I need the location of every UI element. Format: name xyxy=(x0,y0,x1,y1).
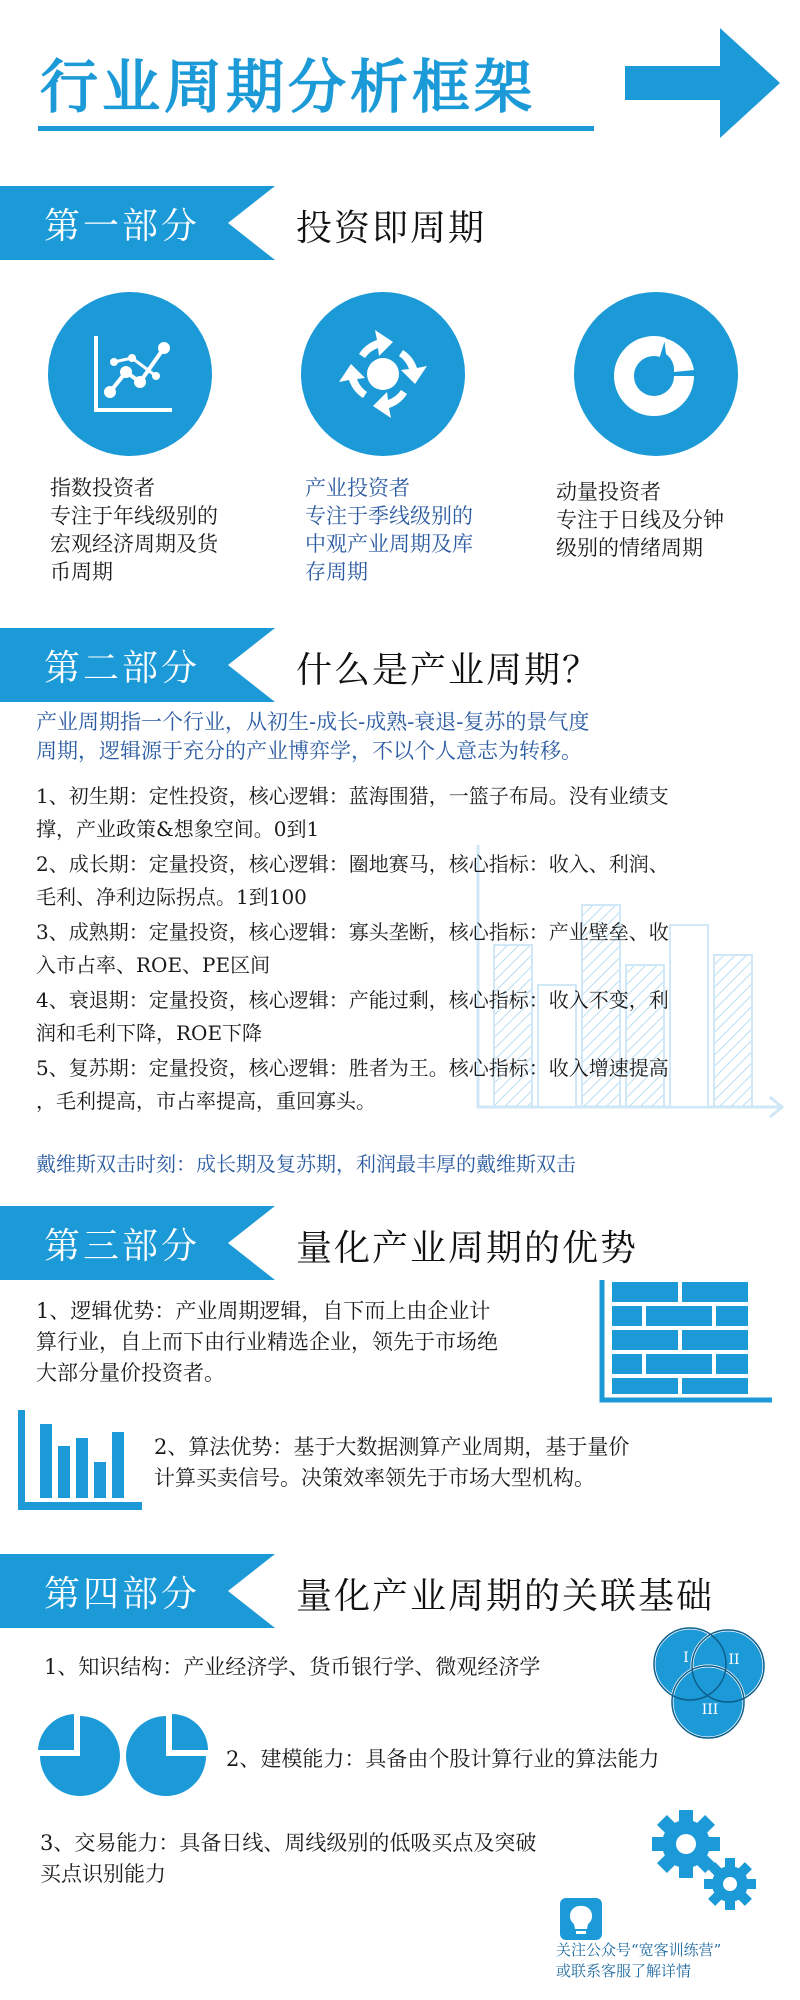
davis-double-click-note: 戴维斯双击时刻：成长期及复苏期，利润最丰厚的戴维斯双击 xyxy=(36,1152,576,1176)
stage-item xyxy=(36,984,756,1050)
stage-line: 4、衰退期：定量投资，核心逻辑：产能过剩，核心指标：收入不变，利 xyxy=(36,988,669,1012)
advantage-line: 1、逻辑优势：产业周期逻辑，自下而上由企业计 xyxy=(36,1299,491,1323)
stage-line: 5、复苏期：定量投资，核心逻辑：胜者为王。核心指标：收入增速提高 xyxy=(36,1056,669,1080)
stage-line: ，毛利提高，市占率提高，重回寡头。 xyxy=(36,1089,376,1113)
gears-icon xyxy=(646,1808,762,1914)
footer-contact xyxy=(556,1940,766,1982)
advantage-line: 大部分量价投资者。 xyxy=(36,1361,225,1385)
stage-item xyxy=(36,916,756,982)
investor-line: 指数投资者 xyxy=(50,476,155,500)
brick-wall-icon xyxy=(594,1276,774,1408)
investor-line: 专注于年线级别的 xyxy=(50,504,218,528)
section-title: 量化产业周期的关联基础 xyxy=(296,1576,715,1617)
section-title: 量化产业周期的优势 xyxy=(296,1228,639,1269)
section-banner-label: 第一部分 xyxy=(44,206,201,247)
investor-industry-text xyxy=(305,474,515,586)
venn-diagram-icon xyxy=(648,1622,768,1742)
definition-line: 产业周期指一个行业，从初生-成长-成熟-衰退-复苏的景气度 xyxy=(36,710,590,734)
stage-line: 毛利、净利边际拐点。1到100 xyxy=(36,885,307,909)
investor-momentum-text xyxy=(556,478,766,562)
investor-circle-index xyxy=(48,292,212,456)
advantage-line: 计算买卖信号。决策效率领先于市场大型机构。 xyxy=(154,1466,595,1490)
title-underline xyxy=(38,126,594,131)
advantage-algorithm xyxy=(154,1432,754,1494)
stage-line: 1、初生期：定性投资，核心逻辑：蓝海围猎，一篮子布局。没有业绩支 xyxy=(36,784,669,808)
cycle-definition xyxy=(36,708,756,766)
investor-line: 币周期 xyxy=(50,560,113,584)
section-banner-label: 第四部分 xyxy=(44,1574,201,1615)
lightbulb-icon xyxy=(560,1898,602,1940)
stage-item xyxy=(36,848,756,914)
advantage-line: 算行业，自上而下由行业精选企业，领先于市场绝 xyxy=(36,1330,498,1354)
advantage-logic xyxy=(36,1296,596,1389)
stage-line: 入市占率、ROE、PE区间 xyxy=(36,953,271,977)
investor-circle-momentum xyxy=(574,292,738,456)
stage-line: 润和毛利下降，ROE下降 xyxy=(36,1021,263,1045)
investor-line: 存周期 xyxy=(305,560,368,584)
arrow-right-icon xyxy=(625,28,780,138)
investor-line: 专注于日线及分钟 xyxy=(556,508,724,532)
definition-line: 周期，逻辑源于充分的产业博弈学，不以个人意志为转移。 xyxy=(36,739,582,763)
investor-index-text xyxy=(50,474,260,586)
donut-chart-icon xyxy=(574,292,738,456)
venn-label-1: I xyxy=(683,1650,689,1666)
section-title: 投资即周期 xyxy=(296,208,487,249)
venn-label-3: III xyxy=(701,1702,719,1718)
pie-chart-icon xyxy=(38,1712,218,1802)
stage-item xyxy=(36,780,756,846)
investor-circle-industry xyxy=(301,292,465,456)
advantage-line: 2、算法优势：基于大数据测算产业周期，基于量价 xyxy=(154,1435,630,1459)
investor-line: 产业投资者 xyxy=(305,476,410,500)
investor-line: 中观产业周期及库 xyxy=(305,532,473,556)
investor-line: 宏观经济周期及货 xyxy=(50,532,218,556)
section-banner-label: 第三部分 xyxy=(44,1226,201,1267)
section-title: 什么是产业周期？ xyxy=(296,650,601,691)
footer-line: 或联系客服了解详情 xyxy=(556,1962,692,1980)
cycle-arrows-icon xyxy=(301,292,465,456)
page-title: 行业周期分析框架 xyxy=(40,53,537,121)
foundation-line: 买点识别能力 xyxy=(40,1862,166,1886)
stage-line: 2、成长期：定量投资，核心逻辑：圈地赛马，核心指标：收入、利润、 xyxy=(36,852,669,876)
stage-line: 3、成熟期：定量投资，核心逻辑：寡头垄断，核心指标：产业壁垒、收 xyxy=(36,920,669,944)
section-banner-label: 第二部分 xyxy=(44,648,201,689)
foundation-trading xyxy=(40,1828,600,1890)
stage-item xyxy=(36,1052,756,1118)
stage-line: 撑，产业政策&想象空间。0到1 xyxy=(36,817,320,841)
foundation-modeling: 2、建模能力：具备由个股计算行业的算法能力 xyxy=(226,1747,660,1771)
foundation-line: 3、交易能力：具备日线、周线级别的低吸买点及突破 xyxy=(40,1831,537,1855)
bar-chart-icon xyxy=(14,1402,144,1514)
footer-line: 关注公众号“宽客训练营” xyxy=(556,1941,722,1959)
line-chart-icon xyxy=(48,292,212,456)
venn-label-2: II xyxy=(728,1652,740,1668)
investor-line: 级别的情绪周期 xyxy=(556,536,703,560)
foundation-knowledge: 1、知识结构：产业经济学、货币银行学、微观经济学 xyxy=(44,1655,541,1679)
investor-line: 专注于季线级别的 xyxy=(305,504,473,528)
investor-line: 动量投资者 xyxy=(556,480,661,504)
